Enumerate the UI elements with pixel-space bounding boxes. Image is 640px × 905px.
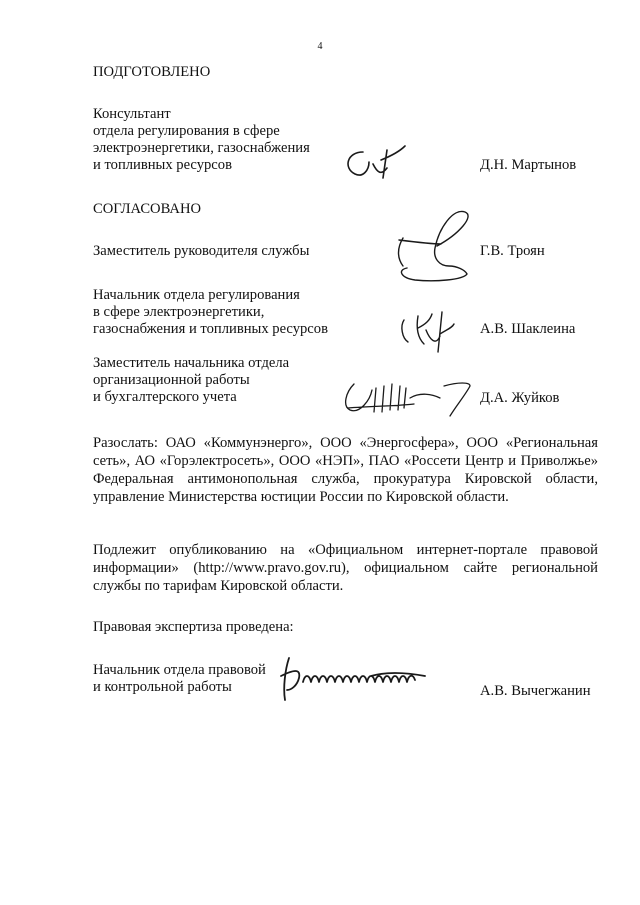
position-line: Заместитель руководителя службы: [93, 243, 310, 259]
signature-troyan: [385, 208, 480, 290]
legal-review-name: А.В. Вычегжанин: [480, 683, 591, 699]
position-line: Заместитель начальника отдела: [93, 355, 290, 371]
position-line: отдела регулирования в сфере: [93, 123, 280, 139]
page-number: 4: [317, 41, 323, 52]
position-line: организационной работы: [93, 372, 250, 388]
position-line: в сфере электроэнергетики,: [93, 304, 265, 320]
signature-shakleina: [396, 306, 466, 356]
position-line: газоснабжения и топливных ресурсов: [93, 321, 328, 337]
position-line: Консультант: [93, 106, 171, 122]
legal-review-text: Правовая экспертиза проведена:: [93, 619, 294, 635]
signature-martynov: [335, 138, 415, 188]
position-line: и бухгалтерского учета: [93, 389, 237, 405]
prepared-name: Д.Н. Мартынов: [480, 157, 577, 173]
position-line: электроэнергетики, газоснабжения: [93, 140, 310, 156]
agreed-heading: СОГЛАСОВАНО: [93, 201, 202, 217]
publication-note: Подлежит опубликованию на «Официальном интернет-портале правовой информации» (http://www.pravo.gov.ru), официальном сайте региональной службы по тарифам Кировской области.: [93, 542, 598, 594]
position-line: Начальник отдела регулирования: [93, 287, 300, 303]
prepared-heading: ПОДГОТОВЛЕНО: [93, 64, 211, 80]
signatory-1-position: [93, 243, 393, 260]
signatory-3-name: Д.А. Жуйков: [480, 390, 560, 406]
signature-vychegzhanin: [275, 654, 435, 706]
signatory-2-name: А.В. Шаклеина: [480, 321, 576, 337]
position-line: и контрольной работы: [93, 679, 232, 695]
signatory-1-name: Г.В. Троян: [480, 243, 545, 259]
position-line: и топливных ресурсов: [93, 157, 232, 173]
signature-zhuikov: [340, 376, 478, 420]
signatory-2-position: [93, 287, 393, 338]
position-line: Начальник отдела правовой: [93, 662, 266, 678]
distribution-list: Разослать: ОАО «Коммунэнерго», ООО «Энергосфера», ООО «Региональная сеть», АО «Горэлектросеть», ООО «НЭП», ПАО «Россети Центр и Приволжье» Федеральная антимонопольная служба, прокуратура Кировской области, управление Министерства юстиции России по Кировской области.: [93, 435, 598, 505]
